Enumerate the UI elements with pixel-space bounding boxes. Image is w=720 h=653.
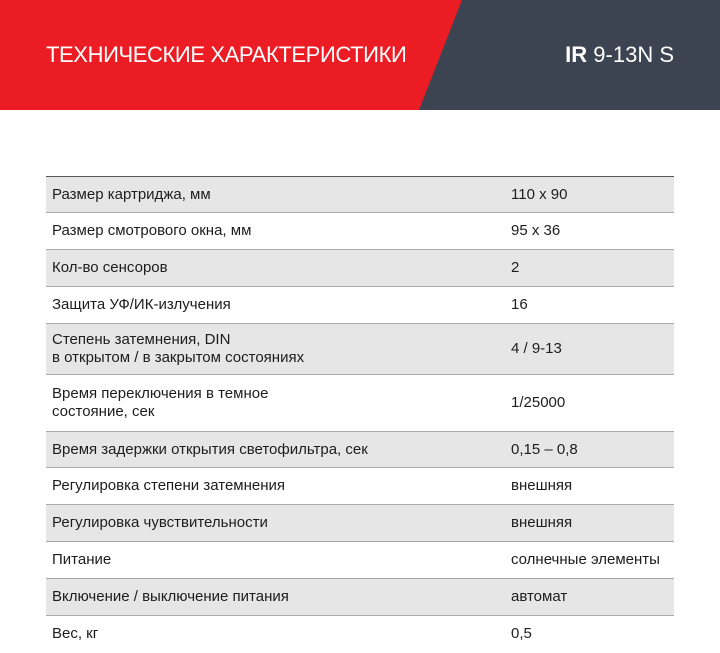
spec-value: солнечные элементы (503, 542, 674, 579)
spec-value: внешняя (503, 468, 674, 505)
spec-name: Размер картриджа, мм (46, 177, 503, 213)
spec-row (46, 375, 674, 432)
spec-row (46, 250, 674, 287)
spec-value: 1/25000 (503, 375, 674, 432)
spec-name: Размер смотрового окна, мм (46, 213, 503, 250)
spec-value: 0,5 (503, 616, 674, 653)
spec-name: Защита УФ/ИК-излучения (46, 287, 503, 324)
spec-name: Степень затемнения, DIN в открытом / в закрытом состояниях (46, 324, 503, 375)
spec-name: Кол-во сенсоров (46, 250, 503, 287)
spec-row (46, 616, 674, 653)
spec-row (46, 579, 674, 616)
spec-name: Регулировка степени затемнения (46, 468, 503, 505)
spec-row (46, 542, 674, 579)
model-series: IR (565, 42, 588, 67)
spec-value: 2 (503, 250, 674, 287)
model-code: 9-13N S (593, 42, 674, 67)
spec-name: Включение / выключение питания (46, 579, 503, 616)
spec-name: Питание (46, 542, 503, 579)
spec-value: 0,15 – 0,8 (503, 432, 674, 468)
specs-table (46, 176, 674, 653)
spec-value: 4 / 9-13 (503, 324, 674, 375)
spec-row (46, 213, 674, 250)
spec-value: 95 х 36 (503, 213, 674, 250)
spec-value: автомат (503, 579, 674, 616)
spec-name: Время задержки открытия светофильтра, сек (46, 432, 503, 468)
spec-value: внешняя (503, 505, 674, 542)
page-title: ТЕХНИЧЕСКИЕ ХАРАКТЕРИСТИКИ (46, 42, 407, 67)
spec-row (46, 177, 674, 213)
spec-name: Регулировка чувствительности (46, 505, 503, 542)
spec-row (46, 468, 674, 505)
spec-value: 110 х 90 (503, 177, 674, 213)
spec-name: Время переключения в темное состояние, сек (46, 375, 503, 432)
spec-row (46, 432, 674, 468)
spec-value: 16 (503, 287, 674, 324)
spec-name: Вес, кг (46, 616, 503, 653)
model-name (565, 42, 674, 68)
header-banner (0, 0, 720, 110)
spec-row (46, 505, 674, 542)
spec-row (46, 287, 674, 324)
spec-row (46, 324, 674, 375)
